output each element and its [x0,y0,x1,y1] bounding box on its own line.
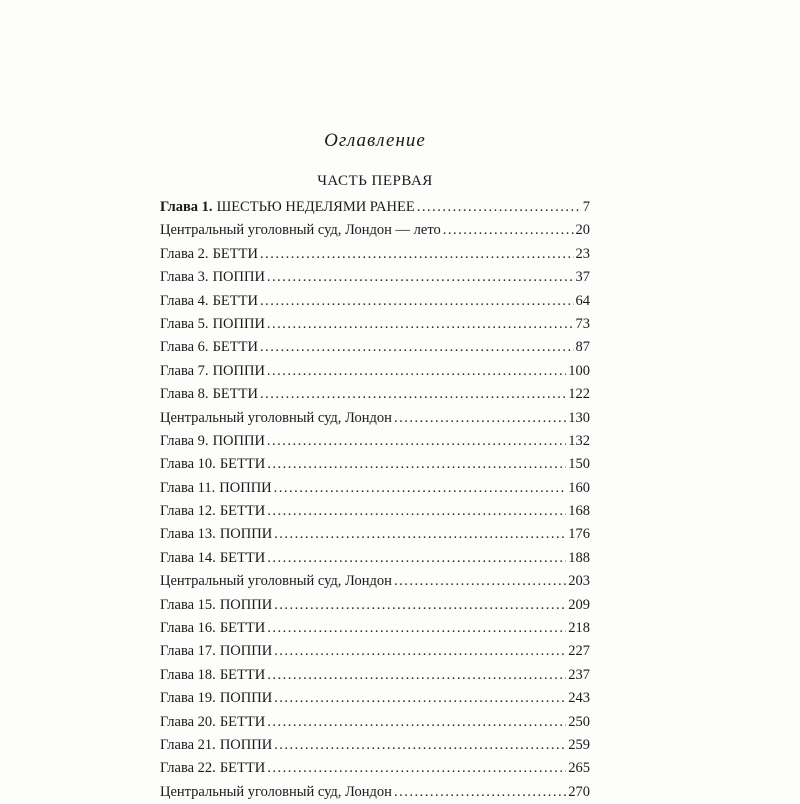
toc-entry-leader-dots [417,196,581,219]
toc-entry [160,243,590,266]
toc-entry-leader-dots [260,383,566,406]
toc-entry-chapter-number: Глава 7. [160,362,209,379]
toc-entry-title: ПОППИ [219,643,273,660]
toc-entry-chapter-number: Глава 16. [160,620,216,637]
toc-entry-leader-dots [267,664,566,687]
toc-entry-title: ПОППИ [212,315,265,332]
toc-entry-chapter-number: Глава 22. [160,760,216,777]
toc-entry-chapter-number: Глава 14. [160,549,216,566]
toc-entry-page-number: 132 [568,432,590,449]
toc-entry-chapter-number: Глава 19. [160,690,216,707]
toc-entry-page-number: 259 [568,736,590,753]
toc-entry-title: БЕТТИ [212,386,258,403]
toc-entry-title: БЕТТИ [212,339,258,356]
toc-entry-leader-dots [267,360,566,383]
toc-entry-page-number: 237 [568,666,590,683]
toc-title: Оглавление [324,130,426,151]
toc-entry-leader-dots [274,477,567,500]
toc-entry-leader-dots [274,734,566,757]
toc-entry-title: ШЕСТЬЮ НЕДЕЛЯМИ РАНЕЕ [216,199,415,215]
toc-entry-leader-dots [267,266,574,289]
toc-entry-list [160,196,590,804]
toc-entry-chapter-number: Глава 18. [160,666,216,683]
toc-entry-page-number: 168 [568,503,590,520]
table-of-contents [160,124,590,804]
toc-entry-title: БЕТТИ [219,549,266,566]
toc-entry-page-number: 20 [575,222,590,239]
toc-entry [160,757,590,780]
toc-entry-page-number: 130 [568,409,590,426]
toc-entry-title: ПОППИ [219,526,273,543]
toc-entry [160,617,590,640]
toc-entry-leader-dots [267,430,566,453]
toc-entry-leader-dots [274,687,566,710]
toc-entry-leader-dots [267,453,566,476]
toc-entry [160,219,590,242]
toc-entry [160,687,590,710]
toc-entry-page-number: 176 [568,526,590,543]
toc-entry [160,594,590,617]
toc-entry-chapter-number: Глава 3. [160,269,209,286]
toc-entry-leader-dots [267,547,566,570]
toc-entry [160,523,590,546]
toc-entry-page-number: 64 [575,292,590,309]
toc-entry-leader-dots [274,640,566,663]
toc-entry-page-number: 23 [575,245,590,262]
toc-entry-title: ПОППИ [212,362,265,379]
toc-entry-page-number: 37 [575,269,590,286]
toc-entry-leader-dots [274,594,566,617]
toc-entry-title: БЕТТИ [212,292,258,309]
toc-entry [160,313,590,336]
toc-entry-leader-dots [274,523,566,546]
toc-entry-chapter-number: Глава 13. [160,526,216,543]
toc-entry [160,430,590,453]
toc-entry-title: БЕТТИ [219,620,266,637]
toc-entry-page-number: 160 [568,479,590,496]
toc-entry-chapter-number: Глава 5. [160,315,209,332]
toc-entry-title: БЕТТИ [219,713,266,730]
toc-entry [160,781,590,804]
toc-entry-title: Центральный уголовный суд, Лондон — лето [160,222,441,239]
toc-entry [160,360,590,383]
toc-entry-page-number: 265 [568,760,590,777]
toc-entry-page-number: 203 [568,573,590,590]
toc-entry [160,453,590,476]
toc-entry [160,711,590,734]
toc-entry [160,500,590,523]
part-title: ЧАСТЬ ПЕРВАЯ [317,173,433,189]
toc-entry-title: БЕТТИ [219,456,266,473]
toc-entry-chapter-number: Глава 17. [160,643,216,660]
toc-entry-chapter-number: Глава 2. [160,245,209,262]
toc-entry-title: БЕТТИ [212,245,258,262]
toc-entry-page-number: 73 [575,315,590,332]
toc-entry-title: ПОППИ [212,432,265,449]
toc-entry-page-number: 100 [568,362,590,379]
toc-entry-chapter-number: Глава 12. [160,503,216,520]
toc-entry-title: ПОППИ [219,479,272,496]
toc-entry-leader-dots [267,757,566,780]
toc-entry-chapter-number: Глава 15. [160,596,216,613]
toc-entry [160,570,590,593]
toc-entry-chapter-number: Глава 4. [160,292,209,309]
toc-entry-page-number: 150 [568,456,590,473]
toc-entry-page-number: 209 [568,596,590,613]
toc-entry-page-number: 188 [568,549,590,566]
toc-entry-leader-dots [267,711,566,734]
toc-entry-chapter-number: Глава 21. [160,736,216,753]
toc-entry [160,290,590,313]
toc-entry [160,266,590,289]
toc-entry-page-number: 7 [582,199,590,215]
toc-entry-page-number: 270 [568,783,590,800]
toc-entry [160,640,590,663]
toc-entry-chapter-number: Глава 9. [160,432,209,449]
toc-entry-page-number: 227 [568,643,590,660]
toc-entry-chapter-number: Глава 8. [160,386,209,403]
toc-entry [160,664,590,687]
toc-entry [160,383,590,406]
toc-entry-title: БЕТТИ [219,666,266,683]
toc-entry-page-number: 250 [568,713,590,730]
toc-entry-title: ПОППИ [219,690,273,707]
toc-entry [160,477,590,500]
toc-entry-leader-dots [267,617,566,640]
toc-entry-chapter-number: Глава 10. [160,456,216,473]
toc-entry-title: Центральный уголовный суд, Лондон [160,573,392,590]
toc-entry-title: ПОППИ [219,596,273,613]
toc-entry-leader-dots [394,407,566,430]
toc-entry-leader-dots [394,570,566,593]
toc-entry-chapter-number: Глава 6. [160,339,209,356]
toc-entry-leader-dots [267,500,566,523]
toc-entry-title: Центральный уголовный суд, Лондон [160,783,392,800]
toc-entry [160,547,590,570]
toc-entry-title: Центральный уголовный суд, Лондон [160,409,392,426]
toc-entry-title: БЕТТИ [219,503,266,520]
toc-entry-title: БЕТТИ [219,760,266,777]
toc-entry-chapter-number: Глава 11. [160,479,216,496]
toc-entry [160,196,590,219]
toc-entry-page-number: 122 [568,386,590,403]
toc-entry-title: ПОППИ [212,269,265,286]
toc-entry-page-number: 218 [568,620,590,637]
toc-entry-title: ПОППИ [219,736,273,753]
toc-entry [160,407,590,430]
toc-entry-leader-dots [443,219,574,242]
toc-entry-leader-dots [260,243,574,266]
toc-entry-leader-dots [260,290,574,313]
toc-entry-chapter-number: Глава 20. [160,713,216,730]
toc-entry-page-number: 243 [568,690,590,707]
toc-entry [160,336,590,359]
toc-entry-page-number: 87 [575,339,590,356]
toc-entry-chapter-number: Глава 1. [160,199,213,215]
toc-entry-leader-dots [267,313,574,336]
toc-entry [160,734,590,757]
toc-entry-leader-dots [394,781,566,804]
toc-entry-leader-dots [260,336,574,359]
